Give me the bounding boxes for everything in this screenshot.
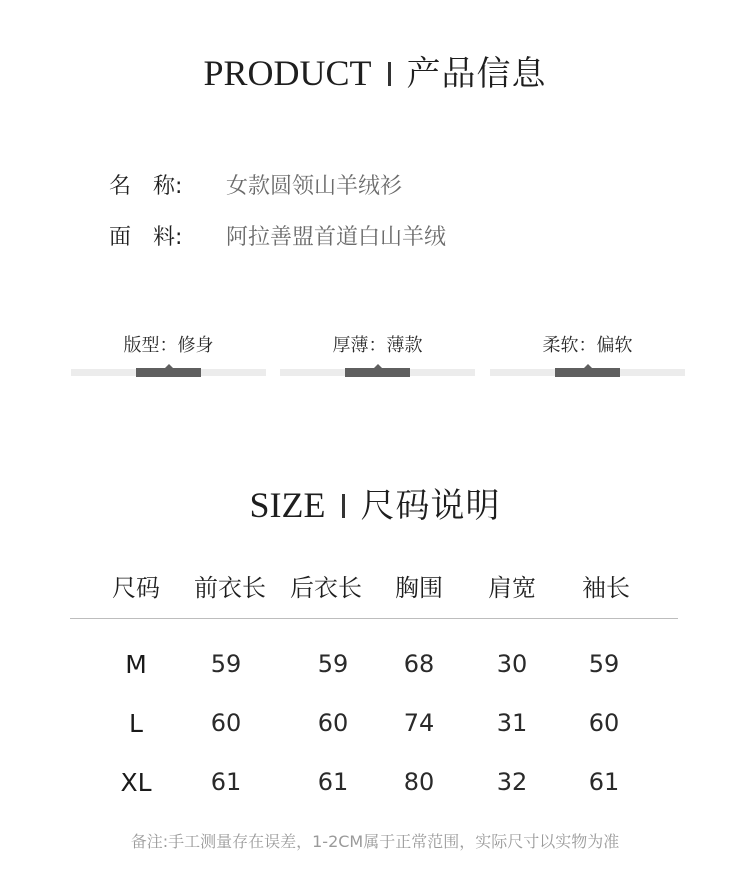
table-cell: 61 [210,768,242,796]
table-cell: 68 [403,650,435,678]
product-title-cn: 产品信息 [406,54,547,94]
table-cell: 30 [496,650,528,678]
size-title-en: SIZE [249,485,326,525]
table-cell: 31 [496,709,528,737]
attribute-label: 柔软：偏软 [542,335,633,356]
header-back-length: 后衣长 [290,574,362,602]
table-cell: 80 [403,768,435,796]
table-divider [70,618,678,619]
fabric-value: 阿拉善盟首道白山羊绒 [226,225,447,250]
name-label: 名 称: [109,174,183,199]
fabric-label: 面 料: [109,225,183,250]
title-divider-bar [342,494,345,518]
table-cell: 60 [588,709,620,737]
table-cell: 61 [317,768,349,796]
attribute-indicator-notch [583,364,593,369]
attribute-label: 厚薄：薄款 [332,335,423,356]
size-section-title [0,478,750,527]
table-cell: 60 [210,709,242,737]
attribute-indicator-notch [373,364,383,369]
product-title-en: PRODUCT [203,53,372,93]
attribute-indicator [136,368,201,377]
size-title-cn: 尺码说明 [360,486,501,526]
attribute-softness [490,331,685,381]
attribute-label: 版型：修身 [123,335,214,356]
measurement-note: 备注:手工测量存在误差，1-2CM属于正常范围，实际尺寸以实物为准 [130,832,620,851]
table-cell: 59 [210,650,242,678]
attribute-indicator-notch [164,364,174,369]
header-size: 尺码 [112,574,160,602]
header-chest: 胸围 [395,574,443,602]
table-cell: 59 [588,650,620,678]
header-sleeve: 袖长 [582,574,630,602]
attribute-fit [71,331,266,381]
header-shoulder: 肩宽 [488,574,536,602]
table-cell-size: L [129,709,143,738]
title-divider-bar [388,62,391,86]
table-cell-size: XL [120,768,152,797]
product-section-title [0,46,750,95]
table-cell-size: M [125,650,147,679]
table-cell: 60 [317,709,349,737]
table-cell: 59 [317,650,349,678]
attribute-indicator [555,368,620,377]
header-front-length: 前衣长 [194,574,266,602]
table-cell: 74 [403,709,435,737]
attribute-indicator [345,368,410,377]
table-cell: 32 [496,768,528,796]
table-cell: 61 [588,768,620,796]
attribute-thickness [280,331,475,381]
name-value: 女款圆领山羊绒衫 [226,174,403,199]
